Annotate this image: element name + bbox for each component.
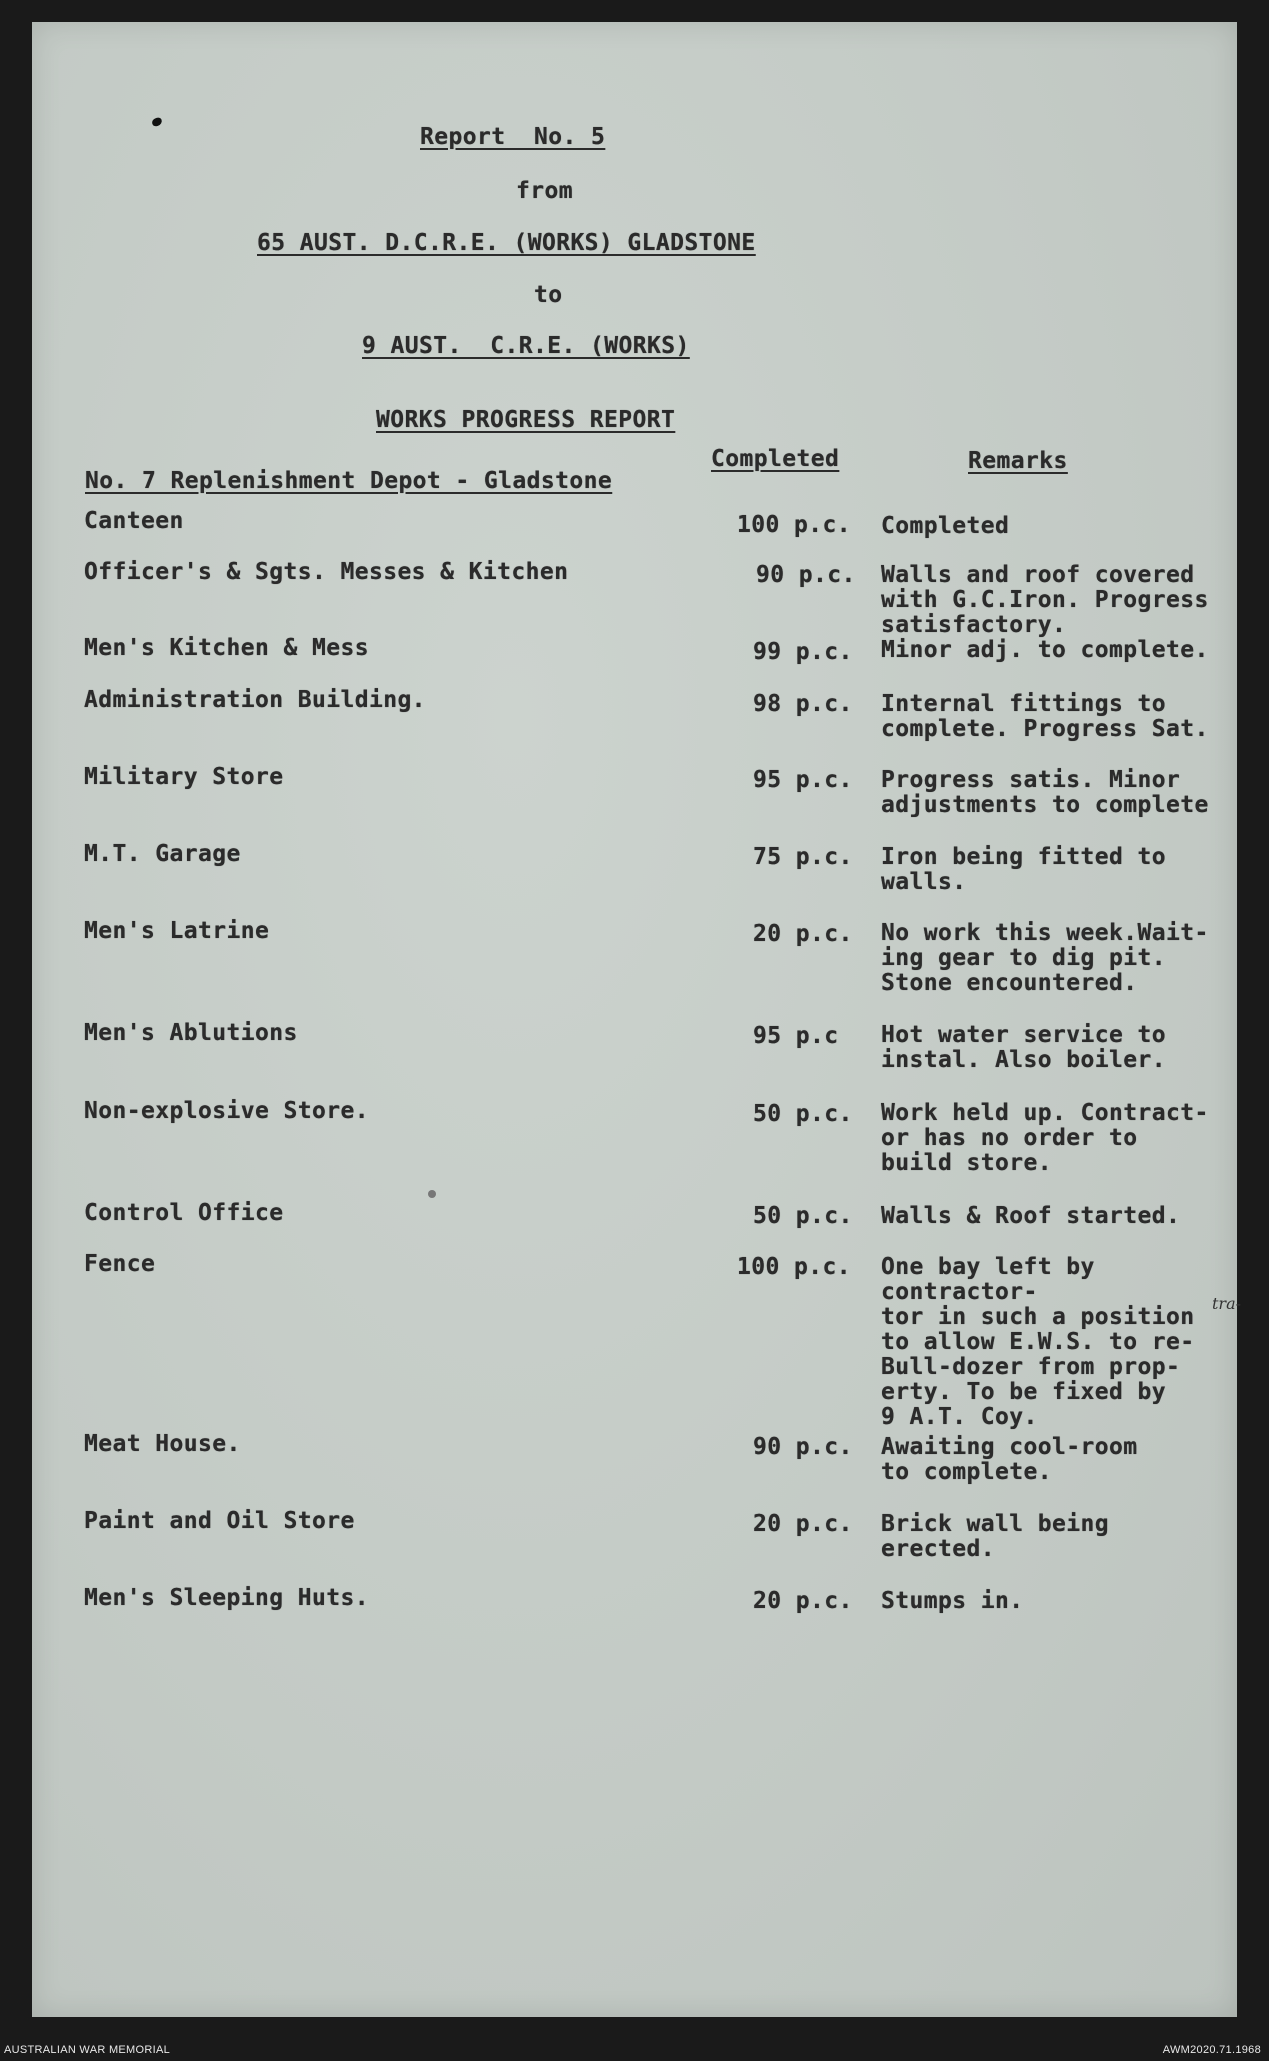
remarks-text: Work held up. Contract- or has no order to build store. xyxy=(881,1100,1209,1176)
remarks-column-header: Remarks xyxy=(968,448,1068,474)
completed-value: 20 p.c. xyxy=(753,1511,853,1537)
completed-value: 90 p.c. xyxy=(756,562,856,588)
item-name: Men's Sleeping Huts. xyxy=(84,1585,369,1611)
item-name: M.T. Garage xyxy=(84,841,241,867)
completed-value: 20 p.c. xyxy=(753,1588,853,1614)
completed-value: 100 p.c. xyxy=(737,512,851,538)
remarks-text: Brick wall being erected. xyxy=(881,1511,1109,1562)
footer-institution: AUSTRALIAN WAR MEMORIAL xyxy=(4,2044,171,2056)
section-title: No. 7 Replenishment Depot - Gladstone xyxy=(85,468,613,494)
document-page xyxy=(32,22,1242,2017)
completed-value: 90 p.c. xyxy=(753,1434,853,1460)
handwritten-annotation: tra- xyxy=(1212,1294,1242,1313)
from-label: from xyxy=(516,178,573,204)
remarks-text: Progress satis. Minor adjustments to complete xyxy=(881,767,1209,818)
report-title: WORKS PROGRESS REPORT xyxy=(376,407,676,433)
recipient-unit: 9 AUST. C.R.E. (WORKS) xyxy=(362,333,690,359)
remarks-text: Walls and roof covered with G.C.Iron. Progress satisfactory. xyxy=(881,562,1209,638)
remarks-text: Completed xyxy=(881,513,1010,539)
sender-unit: 65 AUST. D.C.R.E. (WORKS) GLADSTONE xyxy=(257,230,756,256)
remarks-text: Minor adj. to complete. xyxy=(881,637,1209,663)
completed-value: 95 p.c xyxy=(753,1023,839,1049)
remarks-text: Awaiting cool-room to complete. xyxy=(881,1434,1138,1485)
remarks-text: Hot water service to instal. Also boiler. xyxy=(881,1022,1166,1073)
completed-value: 75 p.c. xyxy=(753,844,853,870)
item-name: Administration Building. xyxy=(84,687,426,713)
completed-column-header: Completed xyxy=(711,446,840,472)
item-name: Non-explosive Store. xyxy=(84,1098,369,1124)
remarks-text: Internal fittings to complete. Progress Sat. xyxy=(881,691,1209,742)
item-name: Men's Ablutions xyxy=(84,1020,298,1046)
completed-value: 20 p.c. xyxy=(753,921,853,947)
remarks-text: Stumps in. xyxy=(881,1588,1024,1614)
remarks-text: No work this week.Wait- ing gear to dig pit. Stone encountered. xyxy=(881,920,1209,996)
item-name: Men's Kitchen & Mess xyxy=(84,635,369,661)
completed-value: 95 p.c. xyxy=(753,767,853,793)
paper-speck xyxy=(428,1190,436,1198)
item-name: Officer's & Sgts. Messes & Kitchen xyxy=(84,559,569,585)
item-name: Men's Latrine xyxy=(84,918,270,944)
remarks-text: Iron being fitted to walls. xyxy=(881,844,1166,895)
completed-value: 50 p.c. xyxy=(753,1203,853,1229)
item-name: Fence xyxy=(84,1251,156,1277)
remarks-text: One bay left by contractor- tor in such a position to allow E.W.S. to re- Bull-dozer from prop- erty. To be fixed by 9 A.T. Coy. xyxy=(881,1254,1195,1430)
completed-value: 99 p.c. xyxy=(753,639,853,665)
to-label: to xyxy=(534,282,563,308)
item-name: Military Store xyxy=(84,764,284,790)
item-name: Control Office xyxy=(84,1200,284,1226)
completed-value: 98 p.c. xyxy=(753,691,853,717)
footer-accession-number: AWM2020.71.1968 xyxy=(1162,2044,1261,2056)
remarks-text: Walls & Roof started. xyxy=(881,1203,1181,1229)
ink-mark xyxy=(151,117,163,128)
completed-value: 50 p.c. xyxy=(753,1101,853,1127)
item-name: Canteen xyxy=(84,508,184,534)
item-name: Paint and Oil Store xyxy=(84,1508,355,1534)
completed-value: 100 p.c. xyxy=(737,1254,851,1280)
report-number: Report No. 5 xyxy=(420,124,606,150)
item-name: Meat House. xyxy=(84,1431,241,1457)
